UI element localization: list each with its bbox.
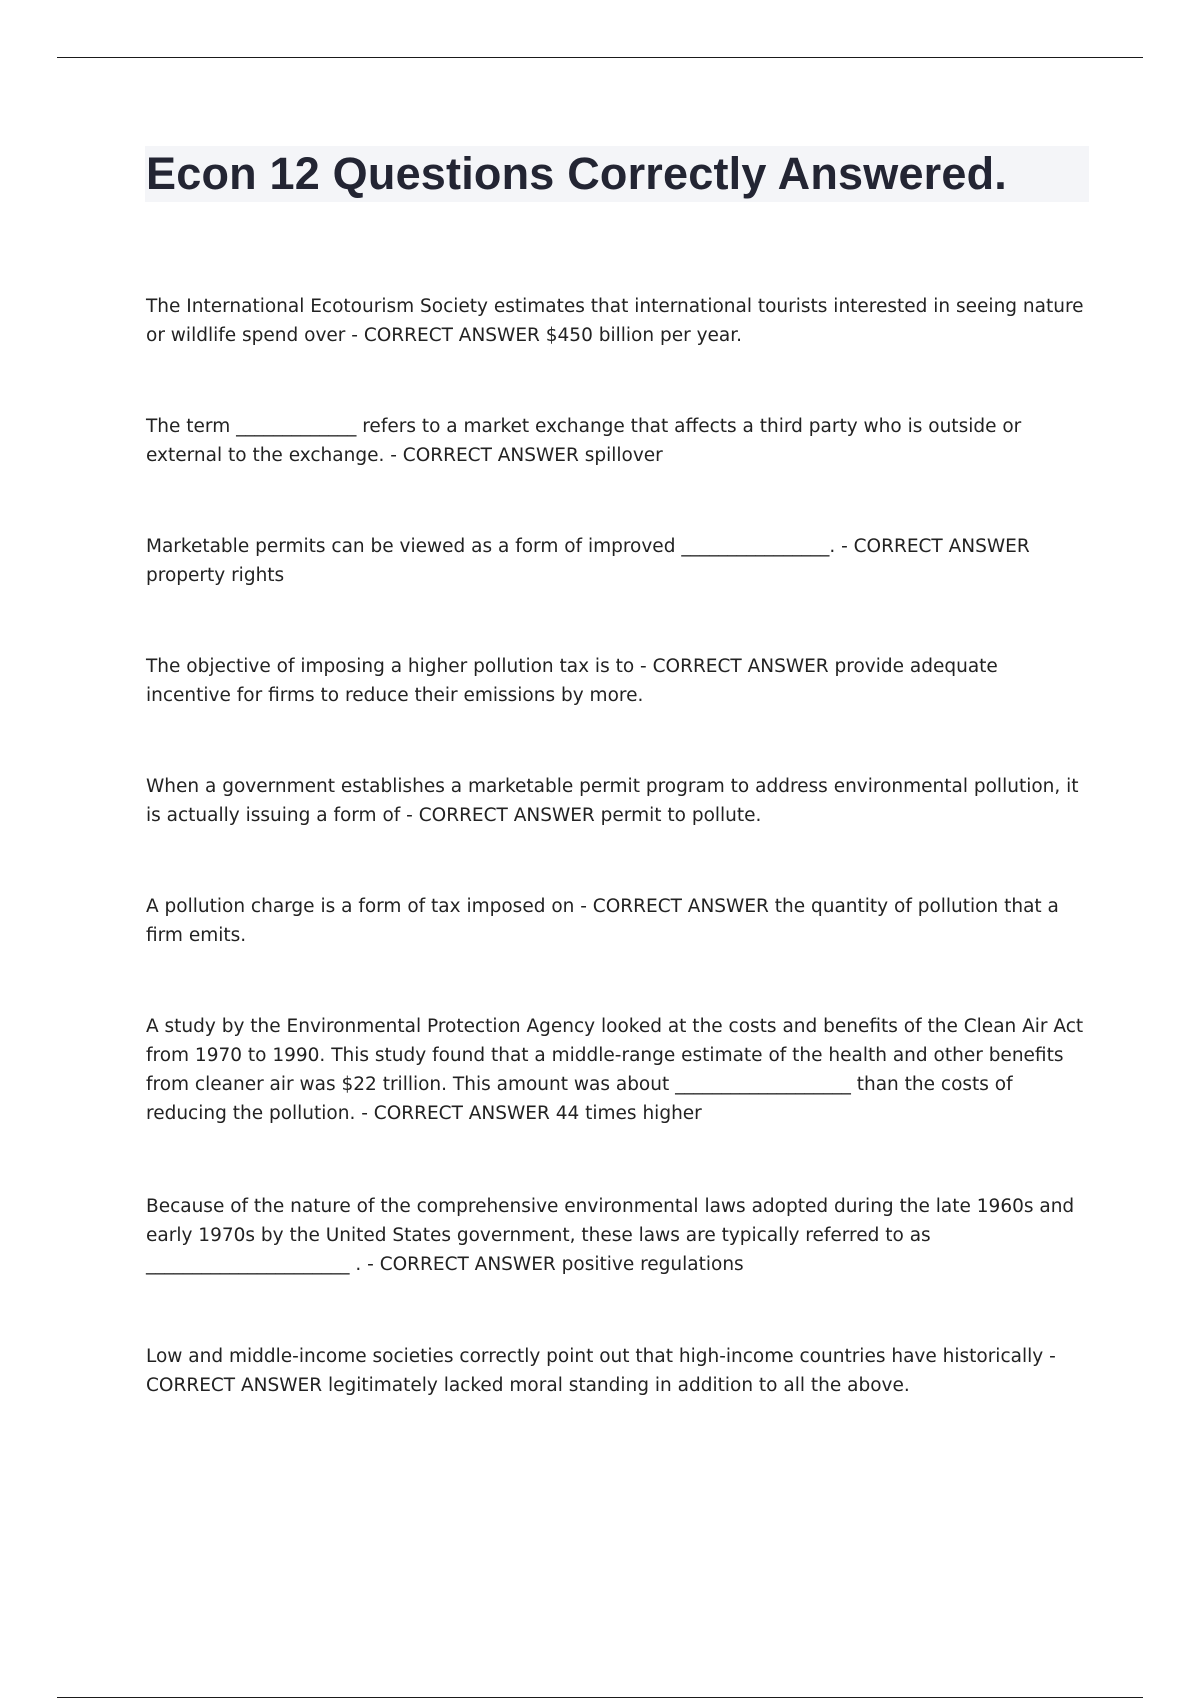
- page-title: Econ 12 Questions Correctly Answered.: [146, 148, 1007, 199]
- answer-marker: - CORRECT ANSWER: [361, 1254, 562, 1275]
- bottom-rule: [57, 1697, 1143, 1698]
- question-text: The International Ecotourism Society estimates that international tourists interested in seeing nature or wildlife spend over: [146, 296, 1084, 346]
- answer-text: positive regulations: [561, 1254, 744, 1275]
- answer-text: permit to pollute.: [600, 805, 762, 826]
- qa-item: [146, 1342, 1086, 1427]
- answer-text: the quantity of pollution that a firm emits.: [146, 896, 1059, 946]
- answer-text: spillover: [584, 445, 663, 466]
- answer-text: $450 billion per year.: [545, 325, 743, 346]
- answer-marker: - CORRECT ANSWER: [400, 805, 601, 826]
- qa-list: [146, 292, 1086, 1427]
- answer-marker: - CORRECT ANSWER: [146, 1346, 1056, 1396]
- answer-text: 44 times higher: [555, 1103, 702, 1124]
- question-text: The objective of imposing a higher pollution tax is to: [146, 656, 635, 677]
- answer-marker: - CORRECT ANSWER: [574, 896, 775, 917]
- qa-item: [146, 772, 1086, 857]
- answer-marker: - CORRECT ANSWER: [634, 656, 835, 677]
- question-text: Low and middle-income societies correctly point out that high-income countries have historically: [146, 1346, 1044, 1367]
- question-text: When a government establishes a marketable permit program to address environmental pollution, it is actually issuing a form of: [146, 776, 1079, 826]
- qa-item: [146, 532, 1086, 617]
- qa-item: [146, 292, 1086, 377]
- qa-item: [146, 652, 1086, 737]
- qa-item: [146, 1012, 1086, 1157]
- question-text: The term _____________ refers to a market exchange that affects a third party who is outside or external to the exchange.: [146, 416, 1022, 466]
- answer-text: legitimately lacked moral standing in addition to all the above.: [327, 1375, 910, 1396]
- answer-text: property rights: [146, 565, 285, 586]
- question-text: Because of the nature of the comprehensive environmental laws adopted during the late 1960s and early 1970s by the United States government, these laws are typically referred to as ______________________ .: [146, 1196, 1075, 1275]
- qa-item: [146, 412, 1086, 497]
- answer-marker: - CORRECT ANSWER: [355, 1103, 556, 1124]
- qa-item: [146, 892, 1086, 977]
- answer-marker: - CORRECT ANSWER: [384, 445, 585, 466]
- question-text: Marketable permits can be viewed as a form of improved ________________.: [146, 536, 836, 557]
- answer-text: provide adequate incentive for firms to reduce their emissions by more.: [146, 656, 998, 706]
- question-text: A pollution charge is a form of tax imposed on: [146, 896, 575, 917]
- question-text: A study by the Environmental Protection Agency looked at the costs and benefits of the Clean Air Act from 1970 to 1990. This study found that a middle-range estimate of the health and other benefits from cleaner air was $22 trillion. This amount was about ___________________ than the costs of reducing the pollution.: [146, 1016, 1084, 1124]
- answer-marker: - CORRECT ANSWER: [835, 536, 1030, 557]
- qa-item: [146, 1192, 1086, 1307]
- answer-marker: - CORRECT ANSWER: [345, 325, 546, 346]
- top-rule: [57, 57, 1143, 58]
